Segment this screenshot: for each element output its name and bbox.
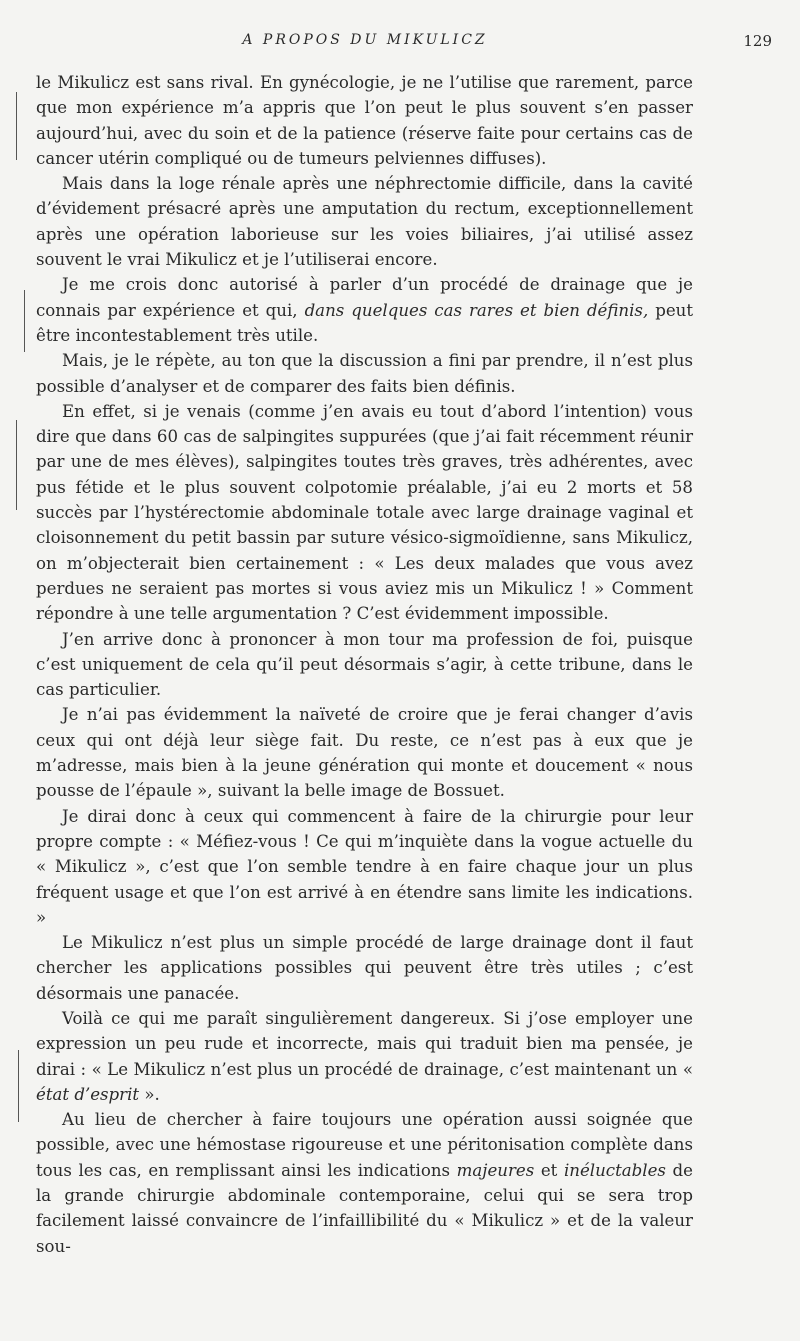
paragraph-10: [36, 1006, 693, 1107]
paragraph-10-text-end: ».: [139, 1084, 160, 1104]
paragraph-11-emphasis-2: inéluctables: [563, 1160, 666, 1180]
body-text: [36, 70, 693, 1259]
paragraph-3-text: Je me crois donc autorisé à parler d’un procédé de drainage que je connais par expérience et qui,: [36, 275, 693, 320]
paragraph-11-text: Au lieu de chercher à faire toujours une opération aussi soignée que possible, avec une hémostase rigoureuse et une péritonisation complète dans tous les cas, en remplissant ainsi les indications: [36, 1110, 693, 1180]
paragraph-6: J’en arrive donc à prononcer à mon tour ma profession de foi, puisque c’est uniquement de cela qu’il peut désormais s’agir, à cette tribune, dans le cas particulier.: [36, 629, 693, 700]
paragraph-2: Mais dans la loge rénale après une néphrectomie difficile, dans la cavité d’évidement présacré après une amputation du rectum, exceptionnellement après une opération laborieuse sur les voies biliaires, j’ai utilisé assez souvent le vrai Mikulicz et je l’utiliserai encore.: [36, 174, 693, 270]
paragraph-10-text: Voilà ce qui me paraît singulièrement dangereux. Si j’ose employer une expression un peu rude et incorrecte, mais qui traduit bien ma pensée, je dirai : « Le Mikulicz n’est plus un procédé de drainage, c’est maintenant un «: [36, 1008, 693, 1079]
paragraph-10-emphasis: état d’esprit: [36, 1084, 140, 1104]
margin-mark: [24, 290, 31, 352]
paragraph-11-text-mid: et: [534, 1160, 564, 1180]
paragraph-11-emphasis-1: majeures: [456, 1160, 535, 1180]
margin-mark: [16, 92, 23, 160]
paragraph-8: Je dirai donc à ceux qui commencent à faire de la chirurgie pour leur propre compte : « Méfiez-vous ! Ce qui m’inquiète dans la vogue actuelle du « Mikulicz », c’est que l’on semble tendre à en faire chaque jour un plus fréquent usage et que l’on est arrivé à en étendre sans limite les indications. »: [36, 806, 693, 927]
running-title: A PROPOS DU MIKULICZ: [242, 32, 488, 48]
paragraph-3-text-end: peut être incontestablement très utile.: [36, 300, 694, 345]
page-number: 129: [743, 32, 772, 50]
paragraph-11-text-end: de la grande chirurgie abdominale contemporaine, celui qui se sera trop facilement laissé convaincre de l’infaillibilité du « Mikulicz » et de la valeur sou-: [36, 1160, 693, 1256]
paragraph-1: le Mikulicz est sans rival. En gynécologie, je ne l’utilise que rarement, parce que mon expérience m’a appris que l’on peut le plus souvent s’en passer aujourd’hui, avec du soin et de la patience (réserve faite pour certains cas de cancer utérin compliqué ou de tumeurs pelviennes diffuses).: [36, 73, 693, 168]
paragraph-11: [36, 1107, 693, 1259]
paragraph-5: En effet, si je venais (comme j’en avais eu tout d’abord l’intention) vous dire que dans 60 cas de salpingites suppurées (que j’ai fait récemment réunir par une de mes élèves), salpingites toutes très graves, très adhérentes, avec pus fétide et le plus souvent colpotomie préalable, j’ai eu 2 morts et 58 succès par l’hystérectomie abdominale totale avec large drainage vaginal et cloisonnement du petit bassin par suture vésico-sigmoïdienne, sans Mikulicz, on m’objecterait bien certainement : « Les deux malades que vous avez perdues ne seraient pas mortes si vous aviez mis un Mikulicz ! » Comment répondre à une telle argumentation ? C’est évidemment impossible.: [36, 401, 693, 624]
margin-mark: [16, 420, 23, 510]
paragraph-9: Le Mikulicz n’est plus un simple procédé de large drainage dont il faut chercher les applications possibles qui peuvent être très utiles ; c’est désormais une panacée.: [36, 933, 693, 1003]
running-head: [0, 30, 800, 54]
paragraph-3: [36, 272, 693, 348]
paragraph-3-emphasis: dans quelques cas rares et bien définis,: [304, 300, 649, 320]
margin-mark: [18, 1050, 25, 1122]
paragraph-7: Je n’ai pas évidemment la naïveté de croire que je ferai changer d’avis ceux qui ont déjà leur siège fait. Du reste, ce n’est pas à eux que je m’adresse, mais bien à la jeune génération qui monte et doucement « nous pousse de l’épaule », suivant la belle image de Bossuet.: [36, 705, 693, 801]
paragraph-4: Mais, je le répète, au ton que la discussion a fini par prendre, il n’est plus possible d’analyser et de comparer des faits bien définis.: [36, 351, 693, 396]
